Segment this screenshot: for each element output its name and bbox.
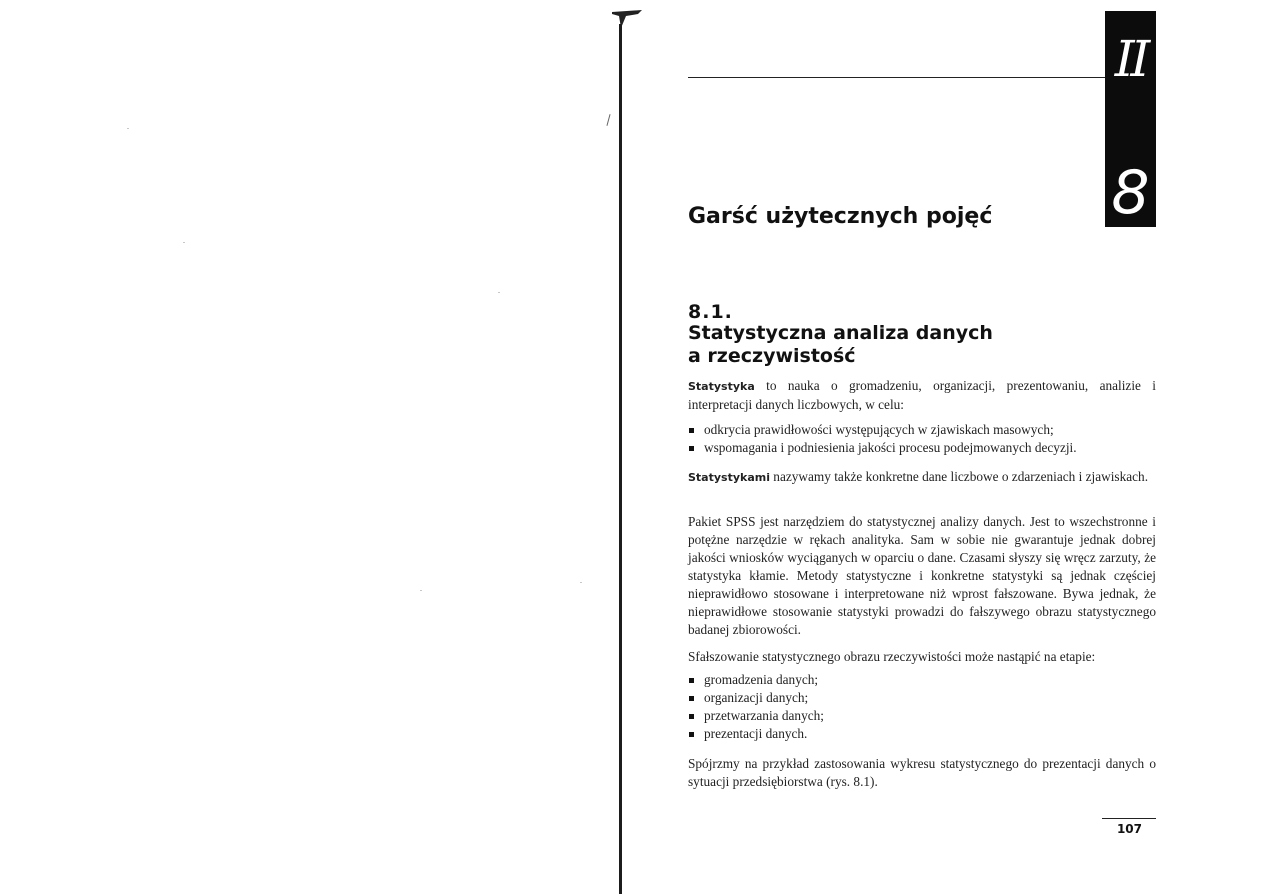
list-item: prezentacji danych.: [688, 725, 1156, 743]
section-title: [688, 322, 993, 368]
list-item: odkrycia prawidłowości występujących w zjawiskach masowych;: [688, 421, 1156, 439]
speck: [580, 582, 582, 583]
spine-top-mark: [612, 10, 644, 28]
list-item: organizacji danych;: [688, 689, 1156, 707]
goals-list: [688, 421, 1156, 457]
list-item: przetwarzania danych;: [688, 707, 1156, 725]
paragraph-text: Spójrzmy na przykład zastosowania wykresu statystycznego do prezentacji danych o sytuacji przedsiębiorstwa (rys. 8.1).: [688, 756, 1156, 789]
term-statystykami: Statystykami: [688, 471, 770, 484]
speck: [498, 292, 500, 293]
paragraph-statystyki: [688, 468, 1156, 487]
paragraph-example: [688, 755, 1156, 791]
chapter-title: Garść użytecznych pojęć: [688, 204, 993, 229]
header-rule: [688, 77, 1106, 78]
chapter-number: 8: [1111, 158, 1150, 228]
spine-tick: [606, 114, 610, 126]
list-item: wspomagania i podniesienia jakości procesu podejmowanych decyzji.: [688, 439, 1156, 457]
speck: [127, 128, 129, 129]
folio-rule: [1102, 818, 1156, 819]
speck: [420, 590, 422, 591]
chapter-tab: [1105, 11, 1156, 227]
stages-list: [688, 671, 1156, 743]
speck: [183, 242, 185, 243]
list-item: gromadzenia danych;: [688, 671, 1156, 689]
paragraph-definition: [688, 377, 1156, 414]
section-title-line-1: Statystyczna analiza danych: [688, 322, 993, 344]
paragraph-text: Pakiet SPSS jest narzędziem do statystycznej analizy danych. Jest to wszechstronne i potężne narzędzie w rękach analityka. Sam w sobie nie gwarantuje jednak dobrej jakości wniosków wyciąganych w oparciu o dane. Czasami słyszy się wręcz zarzuty, że statystyka kłamie. Metody statystyczne i konkretne statystyki są jednak częściej nieprawidłowo stosowane i interpretowane niż wprost fałszowane. Bywa jednak, że nieprawidłowe stosowanie statystyki prowadzi do fałszywego obrazu statystycznego badanej zbiorowości.: [688, 514, 1156, 637]
section-title-line-2: a rzeczywistość: [688, 345, 856, 367]
book-spine: [619, 24, 622, 894]
section-number: 8.1.: [688, 301, 733, 323]
page-number: 107: [1116, 822, 1142, 836]
paragraph-stages-intro: [688, 648, 1156, 666]
paragraph-text: nazywamy także konkretne dane liczbowe o zdarzeniach i zjawiskach.: [769, 469, 1149, 484]
paragraph-text: to nauka o gromadzeniu, organizacji, prezentowaniu, analizie i interpretacji danych liczbowych, w celu:: [688, 378, 1156, 412]
part-number: II: [1114, 30, 1147, 88]
term-statystyka: Statystyka: [688, 380, 755, 393]
paragraph-spss: [688, 513, 1156, 639]
paragraph-text: Sfałszowanie statystycznego obrazu rzeczywistości może nastąpić na etapie:: [688, 649, 1096, 664]
